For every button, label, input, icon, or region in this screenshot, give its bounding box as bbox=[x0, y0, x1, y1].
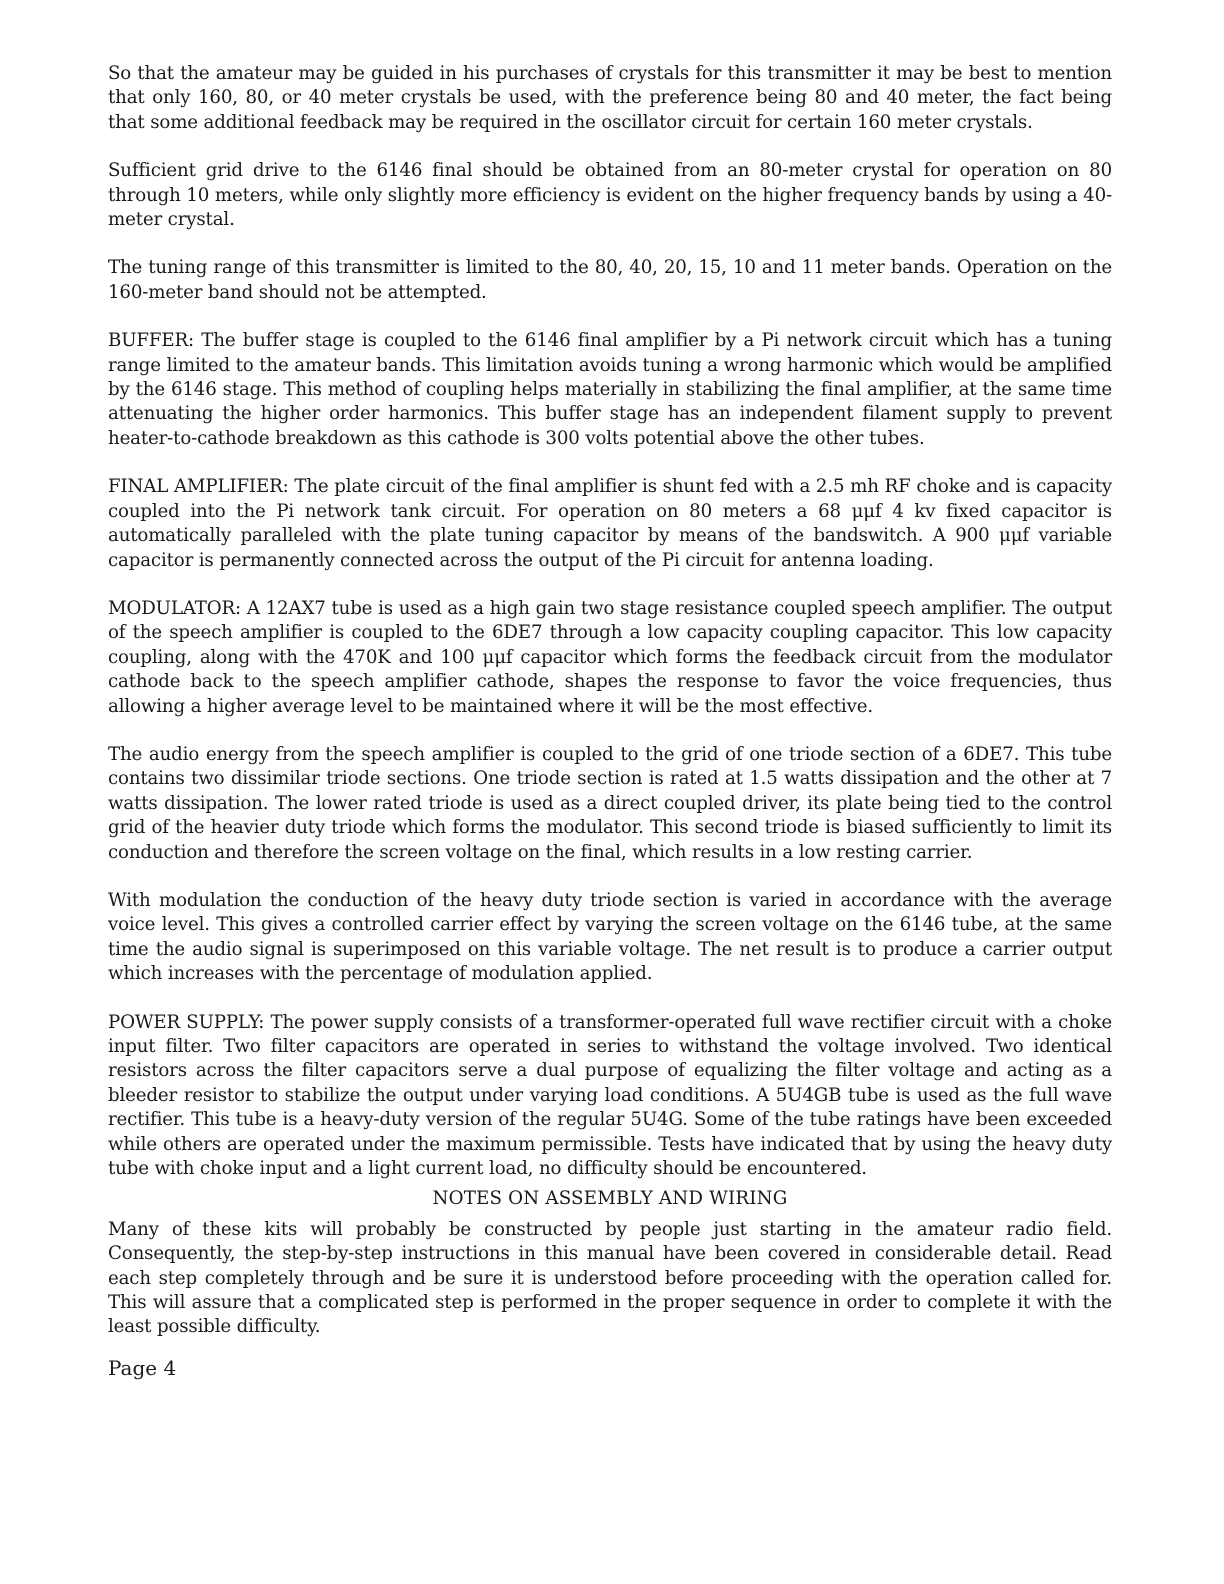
paragraph-text: So that the amateur may be guided in his purchases of crystals for this transmitter it may be best to mention that only 160, 80, or 40 meter crystals be used, with the preference being 80 and 40 meter, the fact being that some additional feedback may be required in the oscillator circuit for certain 160 meter crystals. bbox=[108, 63, 1112, 133]
modulator-paragraph bbox=[108, 597, 1112, 719]
paragraph-lead: POWER SUPPLY: bbox=[108, 1011, 265, 1033]
paragraph-text: The power supply consists of a transformer-operated full wave rectifier circuit with a choke input filter. Two filter capacitors are operated in series to withstand the voltage involved. Two identical resistors across the filter capacitors serve a dual purpose of equalizing the filter voltage and acting as a bleeder resistor to stabilize the output under varying load conditions. A 5U4GB tube is used as the full wave rectifier. This tube is a heavy-duty version of the regular 5U4G. Some of the tube ratings have been exceeded while others are operated under the maximum permissible. Tests have indicated that by using the heavy duty tube with choke input and a light current load, no difficulty should be encountered. bbox=[108, 1011, 1112, 1180]
grid-drive-paragraph bbox=[108, 159, 1112, 232]
final-amplifier-paragraph bbox=[108, 475, 1112, 573]
paragraph-text: With modulation the conduction of the heavy duty triode section is varied in accordance with the average voice level. This gives a controlled carrier effect by varying the screen voltage on the 6146 tube, at the same time the audio signal is superimposed on this variable voltage. The net result is to produce a carrier output which increases with the percentage of modulation applied. bbox=[108, 889, 1112, 985]
paragraph-lead: BUFFER: bbox=[108, 330, 194, 352]
notes-paragraph: Many of these kits will probably be constructed by people just starting in the amateur radio field. Consequently, the step-by-step instructions in this manual have been covered in considerable detail. Read each step completely through and be sure it is understood before proceeding with the operation called for. This will assure that a complicated step is performed in the proper sequence in order to complete it with the least possible difficulty. bbox=[108, 1218, 1112, 1338]
audio-energy-paragraph bbox=[108, 743, 1112, 865]
section-heading: NOTES ON ASSEMBLY AND WIRING bbox=[432, 1188, 788, 1210]
manual-page bbox=[108, 62, 1112, 1380]
page-number: Page 4 bbox=[108, 1355, 177, 1380]
paragraph-lead: MODULATOR: bbox=[108, 597, 242, 619]
buffer-paragraph bbox=[108, 329, 1112, 451]
paragraph-text: A 12AX7 tube is used as a high gain two stage resistance coupled speech amplifier. The output of the speech amplifier is coupled to the 6DE7 through a low capacity coupling capacitor. This low capacity coupling, along with the 470K and 100 μμf capacitor which forms the feedback circuit from the modulator cathode back to the speech amplifier cathode, shapes the response to favor the voice frequencies, thus allowing a higher average level to be maintained where it will be the most effective. bbox=[108, 597, 1112, 717]
modulation-paragraph bbox=[108, 889, 1112, 987]
paragraph-text: Sufficient grid drive to the 6146 final should be obtained from an 80-meter crystal for operation on 80 through 10 meters, while only slightly more efficiency is evident on the higher frequency bands by using a 40-meter crystal. bbox=[108, 160, 1112, 231]
power-supply-paragraph bbox=[108, 1011, 1112, 1182]
paragraph-lead: FINAL AMPLIFIER: bbox=[108, 476, 289, 498]
crystal-guidance-paragraph bbox=[108, 62, 1112, 135]
paragraph-text: The plate circuit of the final amplifier is shunt fed with a 2.5 mh RF choke and is capacity coupled into the Pi network tank circuit. For operation on 80 meters a 68 μμf 4 kv fixed capacitor is automatically paralleled with the plate tuning capacitor by means of the bandswitch. A 900 μμf variable capacitor is permanently connected across the output of the Pi circuit for antenna loading. bbox=[108, 476, 1112, 571]
tuning-range-paragraph bbox=[108, 256, 1112, 305]
paragraph-text: The tuning range of this transmitter is limited to the 80, 40, 20, 15, 10 and 11 meter bands. Operation on the 160-meter band should not be attempted. bbox=[108, 257, 1112, 303]
paragraph-text: The audio energy from the speech amplifier is coupled to the grid of one triode section of a 6DE7. This tube contains two dissimilar triode sections. One triode section is rated at 1.5 watts dissipation and the other at 7 watts dissipation. The lower rated triode is used as a direct coupled driver, its plate being tied to the control grid of the heavier duty triode which forms the modulator. This second triode is biased sufficiently to limit its conduction and therefore the screen voltage on the final, which results in a low resting carrier. bbox=[108, 743, 1112, 863]
paragraph-text: The buffer stage is coupled to the 6146 final amplifier by a Pi network circuit which has a tuning range limited to the amateur bands. This limitation avoids tuning a wrong harmonic which would be amplified by the 6146 stage. This method of coupling helps materially in stabilizing the final amplifier, at the same time attenuating the higher order harmonics. This buffer stage has an independent filament supply to prevent heater-to-cathode breakdown as this cathode is 300 volts potential above the other tubes. bbox=[108, 330, 1112, 449]
